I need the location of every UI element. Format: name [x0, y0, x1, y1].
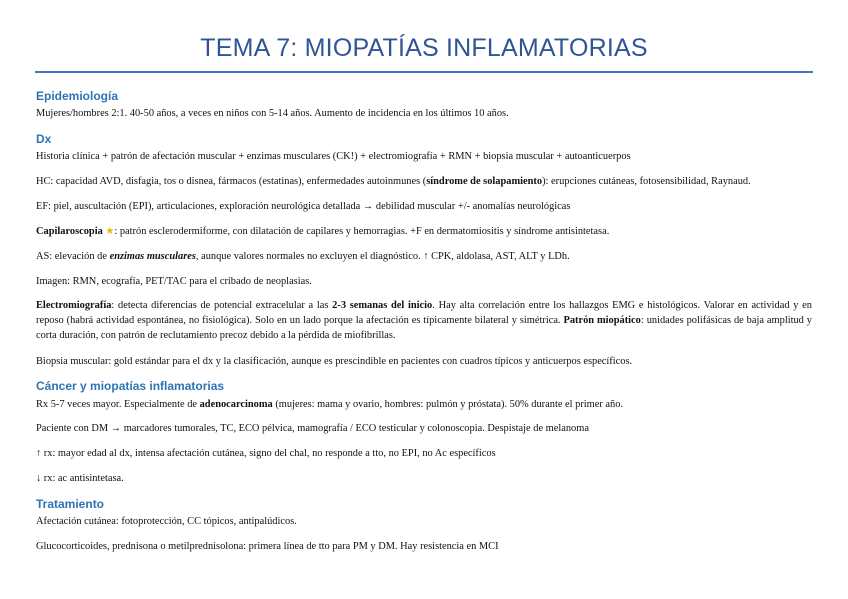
text-capilaroscopia-a: Capilaroscopia	[36, 226, 103, 237]
text-hc-c: ): erupciones cutáneas, fotosensibilidad, Raynaud.	[542, 176, 751, 187]
text-hc-b: síndrome de solapamiento	[426, 176, 543, 187]
text-capilaroscopia-b: : patrón esclerodermiforme, con dilatación de capilares y hemorragias. +F en dermatomiositis y síndrome antisintetasa.	[114, 226, 610, 237]
paragraph-cancer-rx	[36, 397, 812, 412]
paragraph-cancer-rx-up: ↑ rx: mayor edad al dx, intensa afectación cutánea, signo del chal, no responde a tto, no EPI, no Ac específicos	[36, 448, 496, 459]
paragraph-dx-electromiografia	[36, 298, 812, 344]
paragraph-dx-overview: Historia clínica + patrón de afectación muscular + enzimas musculares (CK!) + electromiografía + RMN + biopsia muscular + autoanticuerpos	[36, 151, 631, 162]
paragraph-dx-hc	[36, 174, 812, 189]
text-as-b: enzimas musculares	[109, 251, 196, 262]
text-hc-a: HC: capacidad AVD, disfagia, tos o disnea, fármacos (estatinas), enfermedades autoinmunes (	[36, 176, 427, 187]
text-as-c: , aunque valores normales no excluyen el diagnóstico. ↑ CPK, aldolasa, AST, ALT y LDh.	[195, 251, 570, 262]
text-cancer-a: Rx 5-7 veces mayor. Especialmente de	[36, 399, 200, 410]
title-divider	[35, 71, 813, 73]
heading-cancer: Cáncer y miopatías inflamatorias	[36, 379, 225, 393]
paragraph-cancer-rx-down: ↓ rx: ac antisintetasa.	[36, 473, 124, 484]
text-as-a: AS: elevación de	[36, 251, 110, 262]
text-emg-a: Electromiografía	[36, 300, 112, 311]
text-emg-f: : unidades polifásicas de baja amplitud y corta duración, con patrón de reclutamiento precoz debido a la pérdida de miofibrillas.	[36, 315, 813, 342]
text-emg-e: Patrón miopático	[563, 315, 641, 327]
star-icon: ★	[105, 226, 115, 237]
paragraph-cancer-dm: Paciente con DM → marcadores tumorales, TC, ECO pélvica, mamografía / ECO testicular y colonoscopia. Despistaje de melanoma	[36, 423, 589, 434]
text-cancer-c: (mujeres: mama y ovario, hombres: pulmón y próstata). 50% durante el primer año.	[272, 399, 624, 410]
paragraph-tratamiento-glucocorticoides: Glucocorticoides, prednisona o metilprednisolona: primera línea de tto para PM y DM. Hay resistencia en MCI	[36, 541, 499, 552]
text-emg-d: . Hay alta correlación entre los hallazgos EMG e histológicos. Valorar en actividad y en reposo (habrá actividad espontánea, no fisiológica). Solo en un lado porque la afectación es típicamente bilateral y simétrica.	[36, 300, 812, 327]
paragraph-dx-as	[36, 249, 812, 264]
paragraph-dx-biopsia: Biopsia muscular: gold estándar para el dx y la clasificación, aunque es prescindible en pacientes con cuadros típicos y anticuerpos específicos.	[36, 356, 633, 367]
text-emg-c: 2-3 semanas del inicio	[332, 300, 433, 311]
page-title: TEMA 7: MIOPATÍAS INFLAMATORIAS	[200, 34, 648, 62]
paragraph-tratamiento-cutanea: Afectación cutánea: fotoprotección, CC tópicos, antipalúdicos.	[36, 516, 297, 527]
paragraph-dx-capilaroscopia	[36, 224, 812, 239]
text-cancer-b: adenocarcinoma	[199, 399, 273, 410]
paragraph-epidemiologia: Mujeres/hombres 2:1. 40-50 años, a veces en niños con 5-14 años. Aumento de incidencia en los últimos 10 años.	[36, 108, 509, 119]
heading-epidemiologia: Epidemiología	[36, 89, 119, 103]
paragraph-dx-imagen: Imagen: RMN, ecografía, PET/TAC para el cribado de neoplasias.	[36, 276, 312, 287]
heading-dx: Dx	[36, 132, 52, 146]
paragraph-dx-ef: EF: piel, auscultación (EPI), articulaciones, exploración neurológica detallada → debilidad muscular +/- anomalías neurológicas	[36, 201, 571, 212]
text-emg-b: : detecta diferencias de potencial extracelular a las	[111, 300, 333, 311]
heading-tratamiento: Tratamiento	[36, 497, 105, 511]
